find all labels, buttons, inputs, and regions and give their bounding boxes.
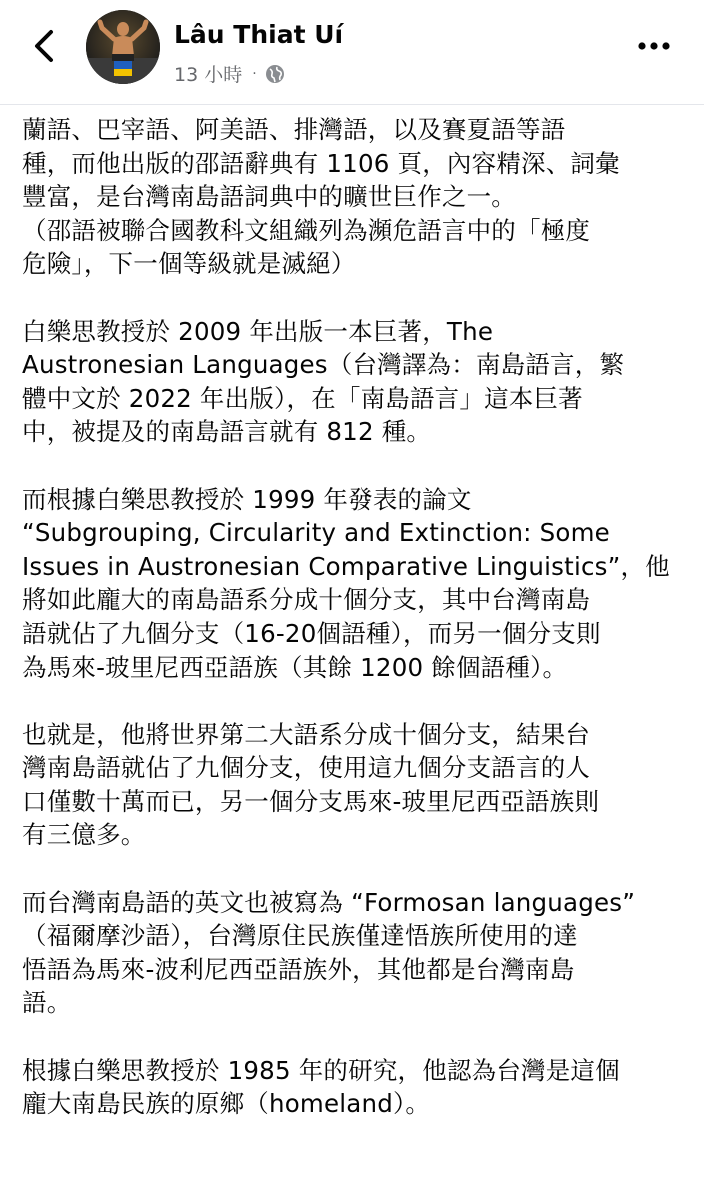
author-name[interactable]: Lâu Thiat Uí <box>174 20 344 49</box>
post-text-line: 危險」，下一個等級就是滅絕） <box>22 249 356 279</box>
post-text-line: 語。 <box>22 988 72 1018</box>
post-text-line: 白樂思教授於 2009 年出版一本巨著，The <box>22 316 494 346</box>
post-paragraph <box>22 483 690 685</box>
post-text-line: “Subgrouping, Circularity and Extinction: Some <box>22 518 610 548</box>
more-horizontal-icon <box>638 41 670 51</box>
meta-separator: · <box>252 65 257 82</box>
avatar[interactable] <box>86 10 160 84</box>
post-text-line: 而台灣南島語的英文也被寫為 “Formosan languages” <box>22 887 636 917</box>
post-paragraph <box>22 315 690 449</box>
post-paragraph <box>22 718 690 852</box>
post-text-line: 而根據白樂思教授於 1999 年發表的論文 <box>22 484 472 514</box>
paragraph-gap <box>22 449 690 483</box>
post-text-line: 體中文於 2022 年出版），在「南島語言」這本巨著 <box>22 383 583 413</box>
post-paragraph <box>22 1054 690 1121</box>
post-text-line: 根據白樂思教授於 1985 年的研究，他認為台灣是這個 <box>22 1055 620 1085</box>
post-text-line: Austronesian Languages（台灣譯為：南島語言，繁 <box>22 350 625 380</box>
post-text-line: 豐富，是台灣南島語詞典中的曠世巨作之一。 <box>22 182 516 212</box>
paragraph-gap <box>22 852 690 886</box>
post-text-line: 悟語為馬來-波利尼西亞語族外，其他都是台灣南島 <box>22 954 575 984</box>
post-text-line: 龐大南島民族的原鄉（homeland）。 <box>22 1089 431 1119</box>
paragraph-gap <box>22 281 690 315</box>
post-text-line: Issues in Austronesian Comparative Linguistics”，他 <box>22 551 670 581</box>
post-text-line: 將如此龐大的南島語系分成十個分支，其中台灣南島 <box>22 585 591 615</box>
more-options-button[interactable] <box>632 30 676 62</box>
post-text <box>22 113 690 1121</box>
post-paragraph <box>22 886 690 1020</box>
post-text-line: 語就佔了九個分支（16-20個語種），而另一個分支則 <box>22 618 601 648</box>
post-paragraph <box>22 113 690 281</box>
post-meta <box>174 60 285 87</box>
avatar-photo <box>86 10 160 84</box>
post-text-line: 有三億多。 <box>22 820 146 850</box>
paragraph-gap <box>22 1020 690 1054</box>
post-text-line: 也就是，他將世界第二大語系分成十個分支，結果台 <box>22 719 591 749</box>
post-text-line: （邵語被聯合國教科文組織列為瀕危語言中的「極度 <box>22 215 591 245</box>
post-text-line: 口僅數十萬而已，另一個分支馬來-玻里尼西亞語族則 <box>22 786 600 816</box>
chevron-left-icon <box>33 29 55 63</box>
post-text-line: （福爾摩沙語），台灣原住民族僅達悟族所使用的達 <box>22 921 578 951</box>
post-text-line: 蘭語、巴宰語、阿美語、排灣語，以及賽夏語等語 <box>22 115 566 144</box>
post-text-line: 中，被提及的南島語言就有 812 種。 <box>22 417 432 447</box>
post-text-line: 灣南島語就佔了九個分支，使用這九個分支語言的人 <box>22 753 591 783</box>
post-text-line: 為馬來-玻里尼西亞語族（其餘 1200 餘個語種）。 <box>22 652 568 682</box>
post-text-line: 種，而他出版的邵語辭典有 1106 頁，內容精深、詞彙 <box>22 148 620 178</box>
back-button[interactable] <box>24 24 64 68</box>
post-header <box>0 0 704 105</box>
paragraph-gap <box>22 684 690 718</box>
post-timestamp[interactable]: 13 小時 <box>174 64 243 86</box>
globe-icon <box>265 64 285 84</box>
